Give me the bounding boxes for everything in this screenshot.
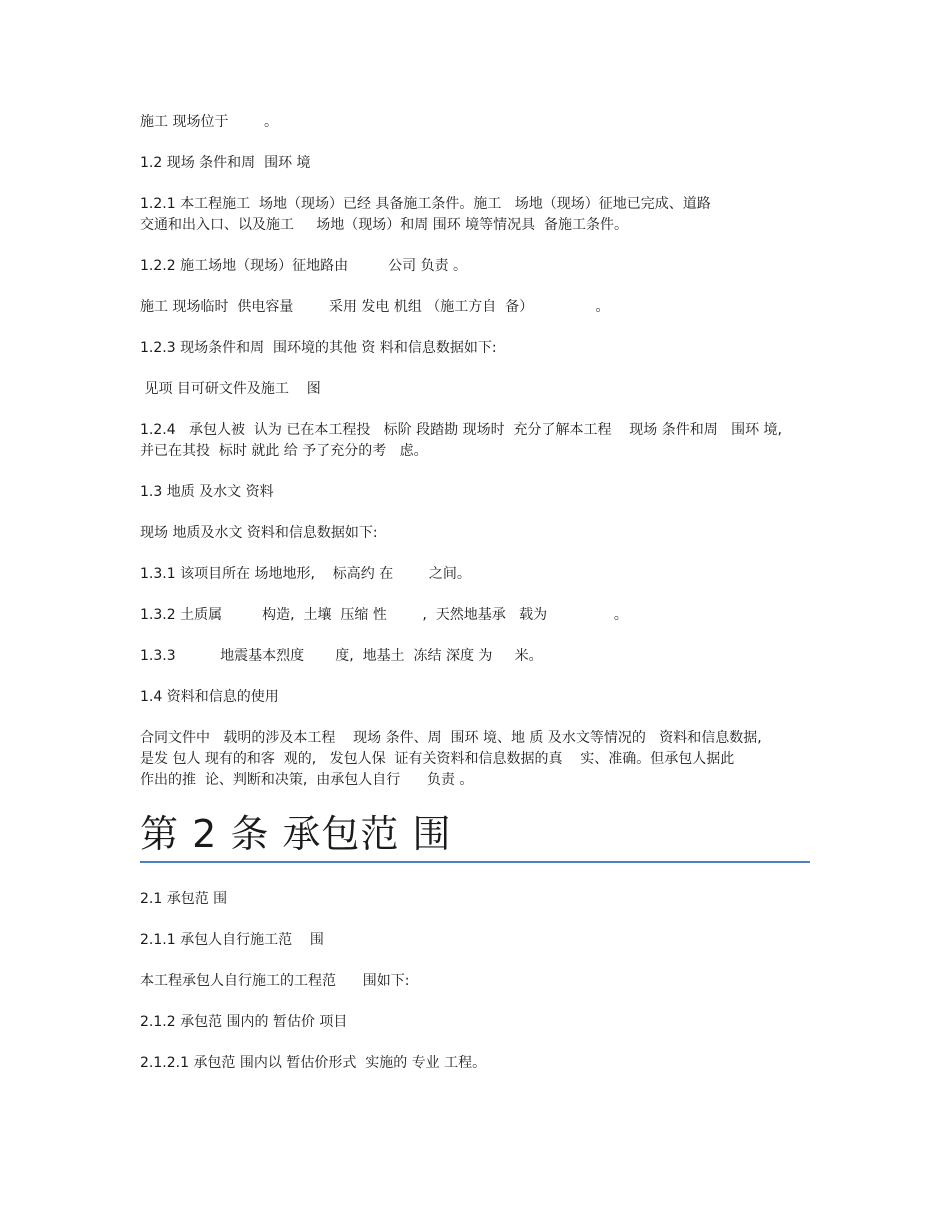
paragraph-line: 见项 目可研文件及施工 图 [140, 381, 321, 397]
paragraph-line: 本工程承包人自行施工的工程范 围如下: [140, 973, 410, 989]
paragraph-line: 交通和出入口、以及施工 场地（现场）和周 围环 境等情况具 备施工条件。 [140, 217, 629, 233]
paragraph-line: 1.2 现场 条件和周 围环 境 [140, 155, 311, 171]
paragraph [140, 420, 820, 462]
paragraph [140, 256, 820, 277]
paragraph [140, 889, 820, 910]
paragraph [140, 112, 820, 133]
paragraph-line: 2.1 承包范 围 [140, 891, 228, 907]
paragraph [140, 1053, 820, 1074]
paragraph-line: 1.2.1 本工程施工 场地（现场）已经 具备施工条件。施工 场地（现场）征地已完成、道路 [140, 196, 711, 212]
paragraph-line: 1.2.4 承包人被 认为 已在本工程投 标阶 段踏勘 现场时 充分了解本工程 现场 条件和周 围环 境, [140, 422, 782, 438]
section-heading: 第 2 条 承包范 围 [140, 812, 452, 856]
paragraph-line: 并已在其投 标时 就此 给 予了充分的考 虑。 [140, 443, 428, 459]
paragraph-line: 现场 地质及水文 资料和信息数据如下: [140, 525, 378, 541]
paragraph-line: 施工 现场位于 。 [140, 114, 279, 130]
paragraph [140, 482, 820, 503]
paragraph-line: 1.2.3 现场条件和周 围环境的其他 资 料和信息数据如下: [140, 340, 497, 356]
heading-underline [140, 861, 810, 863]
paragraph-line: 2.1.2 承包范 围内的 暂估价 项目 [140, 1014, 348, 1030]
paragraph-line: 是发 包人 现有的和客 观的, 发包人保 证有关资料和信息数据的真 实、准确。但承包人据此 [140, 751, 735, 767]
paragraph [140, 1012, 820, 1033]
paragraph-line: 作出的推 论、判断和决策, 由承包人自行 负责 。 [140, 772, 474, 788]
paragraph-line: 施工 现场临时 供电容量 采用 发电 机组 （施工方自 备） 。 [140, 299, 610, 315]
paragraph [140, 338, 820, 359]
paragraph [140, 971, 820, 992]
paragraph [140, 297, 820, 318]
paragraph-line: 1.3.3 地震基本烈度 度, 地基土 冻结 深度 为 米。 [140, 648, 543, 664]
paragraph-line: 1.3 地质 及水文 资料 [140, 484, 274, 500]
document-content [140, 112, 820, 1094]
paragraph-line: 合同文件中 载明的涉及本工程 现场 条件、周 围环 境、地 质 及水文等情况的 资料和信息数据, [140, 730, 762, 746]
section-1-paragraphs [140, 112, 820, 791]
paragraph [140, 728, 820, 791]
paragraph [140, 687, 820, 708]
paragraph-line: 1.3.1 该项目所在 场地地形, 标高约 在 之间。 [140, 566, 471, 582]
paragraph [140, 194, 820, 236]
section-2-paragraphs [140, 889, 820, 1074]
paragraph-line: 1.2.2 施工场地（现场）征地路由 公司 负责 。 [140, 258, 468, 274]
paragraph-line: 2.1.1 承包人自行施工范 围 [140, 932, 324, 948]
paragraph [140, 605, 820, 626]
paragraph-line: 1.4 资料和信息的使用 [140, 689, 279, 705]
paragraph [140, 153, 820, 174]
paragraph [140, 564, 820, 585]
paragraph [140, 646, 820, 667]
paragraph [140, 523, 820, 544]
paragraph-line: 1.3.2 土质属 构造, 土壤 压缩 性 , 天然地基承 载为 。 [140, 607, 628, 623]
paragraph-line: 2.1.2.1 承包范 围内以 暂估价形式 实施的 专业 工程。 [140, 1055, 487, 1071]
paragraph [140, 379, 820, 400]
paragraph [140, 930, 820, 951]
